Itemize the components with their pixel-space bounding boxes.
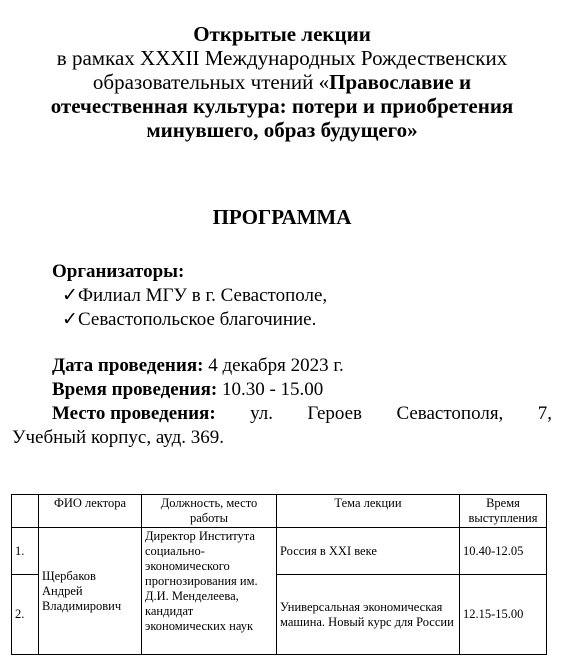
place-word: Героев (307, 403, 363, 424)
time-cell: 10.40-12.05 (460, 528, 547, 575)
place-label: Место проведения: (52, 403, 216, 424)
organizer-item (52, 284, 327, 308)
table-row (12, 528, 547, 575)
checkmark-icon: ✓ (62, 285, 78, 306)
title-line-3 (0, 70, 564, 94)
time-cell: 12.15-15.00 (460, 575, 547, 655)
place-word: Севастополя, (396, 403, 504, 424)
table-header-row (12, 495, 547, 528)
time-value: 10.30 - 15.00 (221, 379, 324, 400)
event-info (12, 354, 552, 450)
col-header-lecturer: ФИО лектора (39, 495, 142, 528)
col-header-number (12, 495, 39, 528)
place-row (12, 402, 552, 426)
row-number: 1. (12, 528, 39, 575)
time-row (12, 378, 552, 402)
topic-cell: Россия в XXI веке (277, 528, 460, 575)
time-label: Время проведения: (52, 379, 218, 400)
lecturer-cell: Щербаков Андрей Владимирович (39, 528, 142, 655)
place-line-2: Учебный корпус, ауд. 369. (12, 427, 225, 448)
organizer-item-label: Филиал МГУ в г. Севастополе, (78, 285, 328, 306)
place-word: 7, (537, 403, 552, 424)
title-line-2: в рамках XXXII Международных Рождественских (56, 46, 508, 70)
col-header-topic: Тема лекции (277, 495, 460, 528)
organizers-block (52, 260, 327, 332)
title-line-1: Открытые лекции (193, 22, 371, 46)
row-number: 2. (12, 575, 39, 655)
title-line-3-bold: Православие и (329, 70, 472, 94)
col-header-position: Должность, место работы (142, 495, 277, 528)
topic-cell: Универсальная экономическая машина. Новый курс для России (277, 575, 460, 655)
date-label: Дата проведения: (52, 355, 204, 376)
date-value: 4 декабря 2023 г. (208, 355, 344, 376)
program-heading: ПРОГРАММА (212, 205, 352, 229)
organizer-item-label: Севастопольское благочиние. (78, 309, 317, 330)
title-line-5: минувшего, образ будущего» (146, 118, 418, 142)
checkmark-icon: ✓ (62, 309, 78, 330)
date-row (12, 354, 552, 378)
organizers-label: Организаторы: (52, 261, 185, 282)
col-header-time: Время выступления (460, 495, 547, 528)
title-line-3-prefix: образовательных чтений « (92, 70, 330, 94)
document-title (0, 22, 564, 142)
title-line-4: отечественная культура: потери и приобретения (50, 94, 514, 118)
organizer-item (52, 308, 327, 332)
position-cell: Директор Института социально-экономического прогнозирования им. Д.И. Менделеева, кандидат экономических наук (142, 528, 277, 655)
place-word: ул. (250, 403, 273, 424)
schedule-table (11, 494, 547, 655)
